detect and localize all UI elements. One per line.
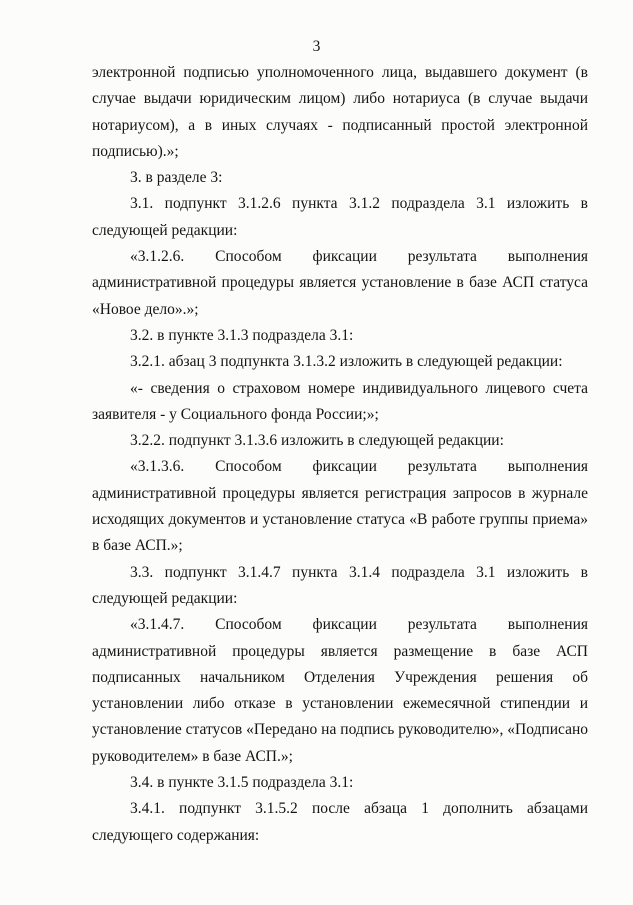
paragraph: электронной подписью уполномоченного лица, выдавшего документ (в случае выдачи юридическим лицом) либо нотариуса (в случае выдачи нотариусом), а в иных случаях - подписанный простой электронной подписью).»; — [92, 64, 588, 160]
paragraph: 3.1. подпункт 3.1.2.6 пункта 3.1.2 подраздела 3.1 изложить в следующей редакции: — [92, 195, 588, 239]
paragraph: «3.1.2.6. Способом фиксации результата выполнения административной процедуры является установление в базе АСП статуса «Новое дело».»; — [92, 248, 588, 318]
paragraph: «3.1.3.6. Способом фиксации результата выполнения административной процедуры является регистрация запросов в журнале исходящих документов и установление статуса «В работе группы приема» в базе АСП.»; — [92, 458, 588, 555]
paragraph: 3.2.2. подпункт 3.1.3.6 изложить в следующей редакции: — [130, 432, 504, 450]
paragraph: 3.4.1. подпункт 3.1.5.2 после абзаца 1 дополнить абзацами следующего содержания: — [92, 800, 588, 844]
paragraph: «3.1.4.7. Способом фиксации результата выполнения административной процедуры является размещение в базе АСП подписанных начальником Отделения Учреждения решения об установлении либо отказе в установлении ежемесячной стипендии и установление статусов «Передано на подпись руководителю», «Подписано руководителем» в базе АСП.»; — [92, 616, 588, 765]
paragraph: 3. в разделе 3: — [130, 169, 223, 187]
paragraph: 3.4. в пункте 3.1.5 подраздела 3.1: — [130, 774, 354, 792]
paragraph: 3.2. в пункте 3.1.3 подраздела 3.1: — [130, 326, 354, 344]
document-body — [92, 60, 588, 849]
paragraph: 3.3. подпункт 3.1.4.7 пункта 3.1.4 подраздела 3.1 изложить в следующей редакции: — [92, 563, 588, 607]
paragraph: «- сведения о страховом номере индивидуального лицевого счета заявителя - у Социального фонда России;»; — [92, 379, 588, 423]
page-number: 3 — [312, 38, 321, 55]
paragraph: 3.2.1. абзац 3 подпункта 3.1.3.2 изложить в следующей редакции: — [130, 353, 563, 371]
